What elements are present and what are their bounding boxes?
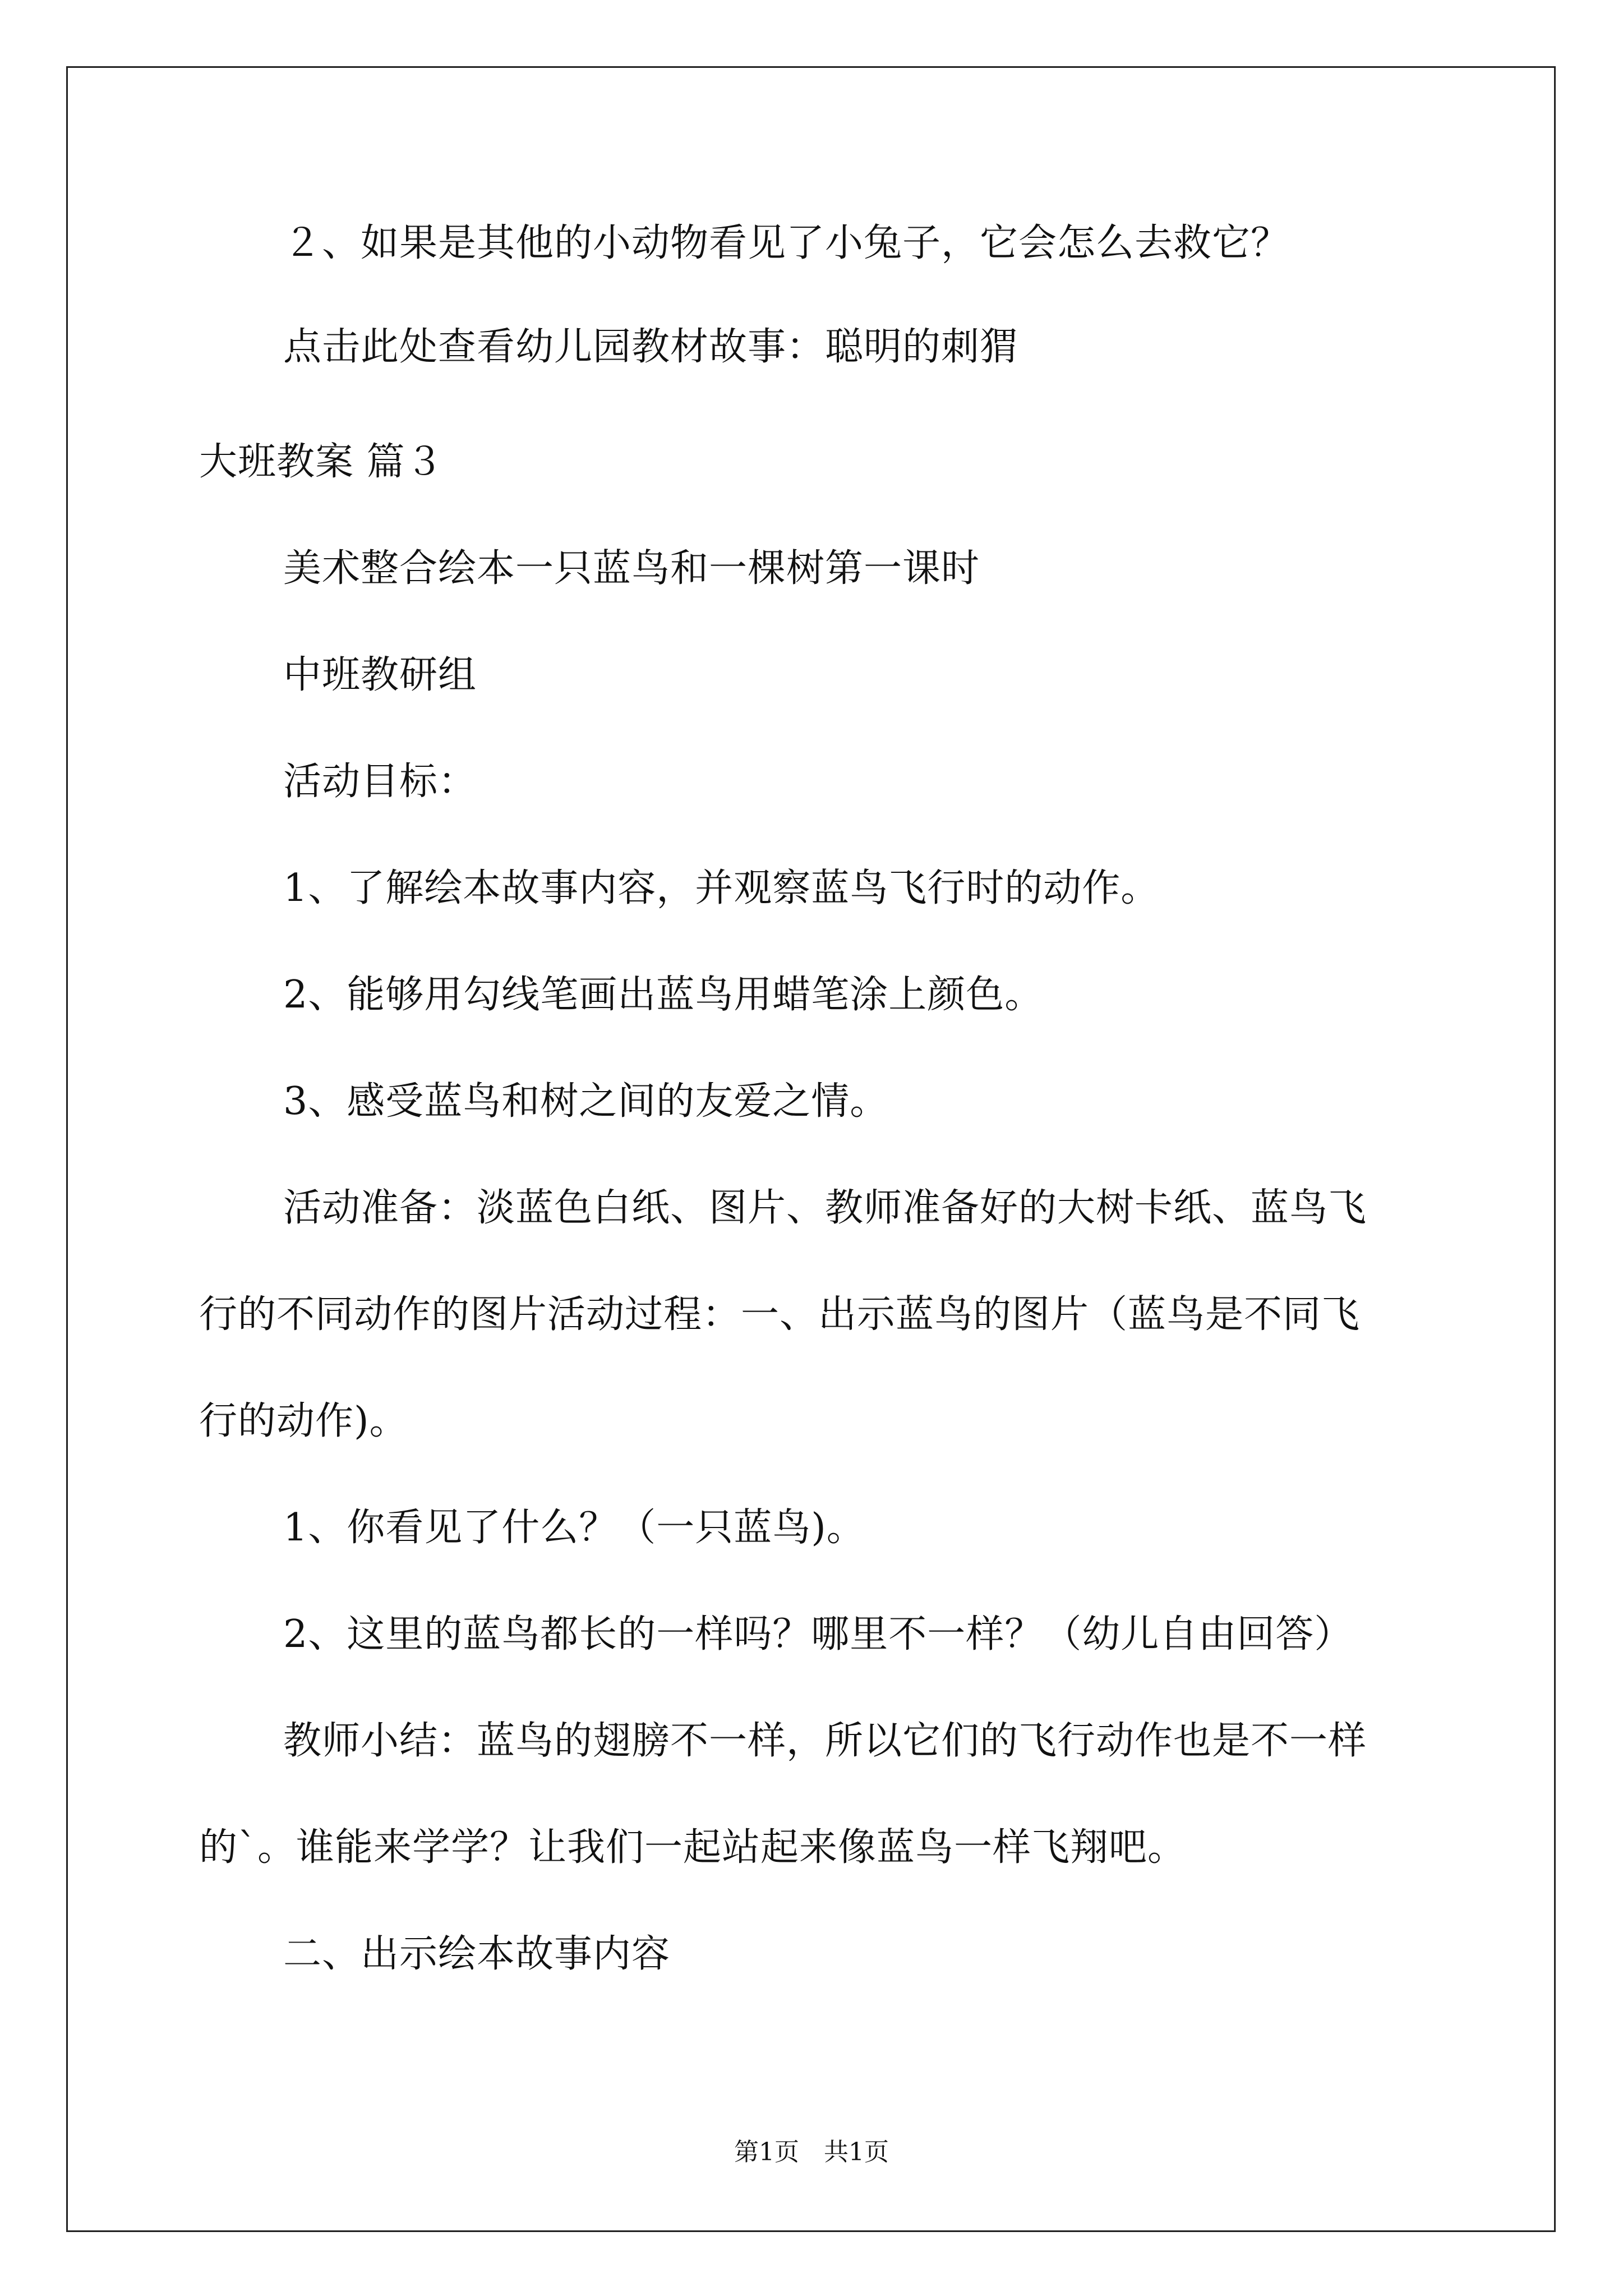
- step-2-heading: 二、出示绘本故事内容: [283, 1932, 671, 1976]
- objective-1: 1、了解绘本故事内容，并观察蓝鸟飞行时的动作。: [283, 866, 1160, 910]
- objective-2: 2、能够用勾线笔画出蓝鸟用蜡笔涂上颜色。: [283, 973, 1044, 1017]
- paragraph-story-link[interactable]: 点击此处查看幼儿园教材故事：聪明的刺猬: [283, 325, 1019, 369]
- objective-3: 3、感受蓝鸟和树之间的友爱之情。: [283, 1079, 889, 1124]
- preparation-line-2: 行的不同动作的图片活动过程：一、出示蓝鸟的图片（蓝鸟是不同飞: [199, 1292, 1361, 1337]
- objectives-heading: 活动目标：: [283, 760, 477, 804]
- summary-line-2: 的`。谁能来学学？让我们一起站起来像蓝鸟一样飞翔吧。: [199, 1825, 1187, 1870]
- paragraph-question-2: ２、如果是其他的小动物看见了小兔子，它会怎么去救它？: [283, 221, 1290, 265]
- section-heading: 大班教案 篇３: [199, 440, 444, 484]
- summary-line-1: 教师小结：蓝鸟的翅膀不一样，所以它们的飞行动作也是不一样: [283, 1719, 1367, 1763]
- research-group: 中班教研组: [283, 653, 477, 697]
- question-2: 2、这里的蓝鸟都长的一样吗？哪里不一样？（幼儿自由回答）: [283, 1612, 1353, 1657]
- question-1: 1、你看见了什么？（一只蓝鸟)。: [283, 1506, 865, 1550]
- page-border: [66, 66, 1556, 2232]
- preparation-line-1: 活动准备：淡蓝色白纸、图片、教师准备好的大树卡纸、蓝鸟飞: [283, 1186, 1367, 1230]
- page-footer: 第1页 共1页: [734, 2138, 889, 2166]
- lesson-title: 美术整合绘本一只蓝鸟和一棵树第一课时: [283, 546, 980, 591]
- preparation-line-3: 行的动作)。: [199, 1399, 408, 1443]
